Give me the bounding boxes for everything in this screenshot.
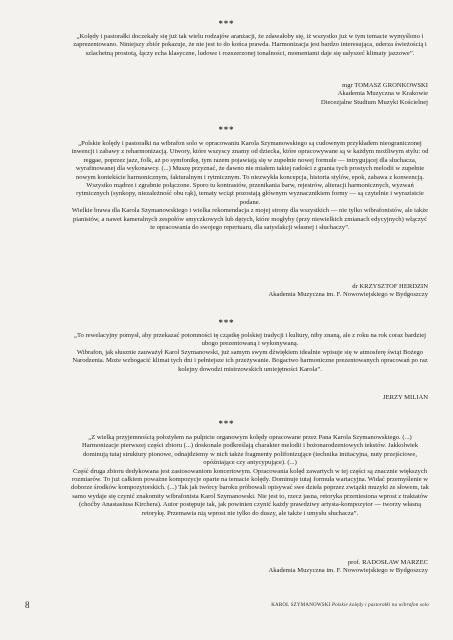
review-paragraph: „Kolędy i pastorałki doczekały się już tak wielu rodzajów aranżacji, że zdawałoby się, iż wszystko już w tym temacie wymyślono i zaprezentowano. Niniejszy zbiór pokazuje, że nie jest to do końca prawda. Harmonizacja jest bardzo interesująca, uderza świeżością i szlachetną prostotą, łączy echa klasyczne, ludowe i rozszerzonej tonalności, momentami daje się usłyszeć klimaty jazzowe”. <box>73 33 427 57</box>
review-paragraph: „Z wielką przyjemnością położyłem na pulpicie organowym kolędy opracowane przez Pana Karola Szymanowskiego. (...) Harmonizacje pierwszej części zbioru (...) doskonale podkreślają charakter melodii i bożonarodzeniowych tekstów. Jakkolwiek dominują tutaj struktury pionowe, odnajdziemy w nich także fragmenty polifonizujące (technika imitacyjna, nuty przejściowe, opóźniające czy antycypujące). (...) <box>81 434 419 467</box>
reviewer-affiliation: Akademia Muzyczna w Krakowie <box>337 90 428 98</box>
reviewer-affiliation: Diecezjalne Studium Muzyki Kościelnej <box>320 98 428 106</box>
reviewer-signature <box>168 394 428 402</box>
running-footer <box>271 603 429 608</box>
footer-title: Polskie kolędy i pastorałki na wibrafon solo <box>331 603 429 608</box>
review-paragraph: „Polskie kolędy i pastorałki na wibrafon solo w opracowaniu Karola Szymanowskiego są cudownym przykładem nieograniczonej inwencji i zabawy z reharmonizacją. Utwory, które wszyscy znamy od dziecka, które opracowywane są w każdym możliwym stylu: od reggae, poprzez jazz, folk, aż po symfonikę, tym razem pojawiają się w zupełnie nowej formule — intrygującej dla słuchacza, wyrafinowanej dla wykonawcy. (...) Muszę przyznać, że dawno nie miałem takiej radości z grania tych prostych melodii w zupełnie nowym kontekście harmonicznym, fakturalnym i rytmicznym. To niezwykła koncepcja, historia stylów, epok, zabawa z konwencją. Wszystko mądrze i zgrabnie połączone. Sporo tu kontrastów, przenikania barw, rejestrów, alteracji harmonicznych, wyzwań rytmicznych (synkopy, niezależność obu rąk), tematy wciąż pozostają głównym wyznacznikiem formy — są czytelnie i wyrazistcie podane. <box>71 140 429 206</box>
reviewer-affiliation: Akademia Muzyczna im. F. Nowowiejskiego w Bydgoszczy <box>268 567 428 575</box>
reviewer-name: mgr TOMASZ GRONKOWSKI <box>342 82 428 89</box>
review-paragraph: „To rewelacyjny pomysł, aby przekazać potomności tę cząstkę polskiej tradycji i kultury, niby znaną, ale z roku na rok coraz bardziej ubogo prezentowaną i wykonywaną. <box>74 332 426 348</box>
reviewer-name: dr KRZYSZTOF HERDZIN <box>352 283 428 290</box>
review-paragraph-block <box>70 33 430 58</box>
section-separator: *** <box>218 418 235 428</box>
reviewer-name: JERZY MILIAN <box>383 394 428 401</box>
review-paragraph: Wielkie brawa dla Karola Szymanowskiego i wielka rekomendacja z mojej strony dla wszystkich — nie tylko wibrafonistów, ale także pianistów, a nawet kameralnych zespołów smyczkowych lub dętych, które mogłyby (przy niewielkich zmianach edycyjnych) włączyć te opracowania do swojego repertuaru, dla satysfakcji własnej i słuchaczy”. <box>71 207 429 232</box>
reviewer-name: prof. RADOSŁAW MARZEC <box>347 559 428 566</box>
page-number: 8 <box>25 600 30 610</box>
section-separator: *** <box>218 124 235 134</box>
review-paragraph: Wibrafon, jak słusznie zauważył Karol Szymanowski, już samym swym dźwiękiem idealnie wpisuje się w atmosferę świąt Bożego Narodzenia. Może wzbogacić klimat tych dni i pełniejsze ich przeżywanie. Bogactwo harmoniczne prezentowanych opracowań po raz kolejny dowodzi mistrzowskich umiejętności Karola”. <box>72 348 428 373</box>
footer-author: KAROL SZYMANOWSKI <box>271 603 331 608</box>
reviewer-affiliation: Akademia Muzyczna im. F. Nowowiejskiego w Bydgoszczy <box>268 291 428 299</box>
section-separator: *** <box>218 18 235 28</box>
reviewer-signature <box>168 283 428 300</box>
review-paragraph-block <box>70 140 430 232</box>
review-paragraph-block <box>70 434 430 518</box>
reviewer-signature <box>168 559 428 576</box>
review-paragraph-block <box>70 332 430 374</box>
review-paragraph: Część druga zbioru dedykowana jest zastosowaniom koncertowym. Opracowania kolęd zawartych w tej części są znacznie większych rozmiarów. To już całkiem poważne kompozycje oparte na temacie kolędy. Dominuje tutaj formuła wariacyjna. Widać przemyślenie w doborze środków kompozytorskich. (...) Tak jak twórcy baroku próbowali opisywać swe dzieła poprzez związki muzyki ze słowem, tak samo wydaje się czynić znakomity wibrafonista Karol Szymanowski. Nie jest to, rzecz jasna, retoryka przeniesiona wprost z traktatów (choćby Anastasiusa Kirchera). Autor postępuje tak, jak powinien czynić każdy prawdziwy artysta-kompozytor — tworzy własną retorykę. Przemawia nią wprost nie tylko do duszy, ale także i umysłu słuchacza”. <box>71 467 429 517</box>
section-separator: *** <box>218 317 235 327</box>
reviewer-signature <box>168 82 428 107</box>
